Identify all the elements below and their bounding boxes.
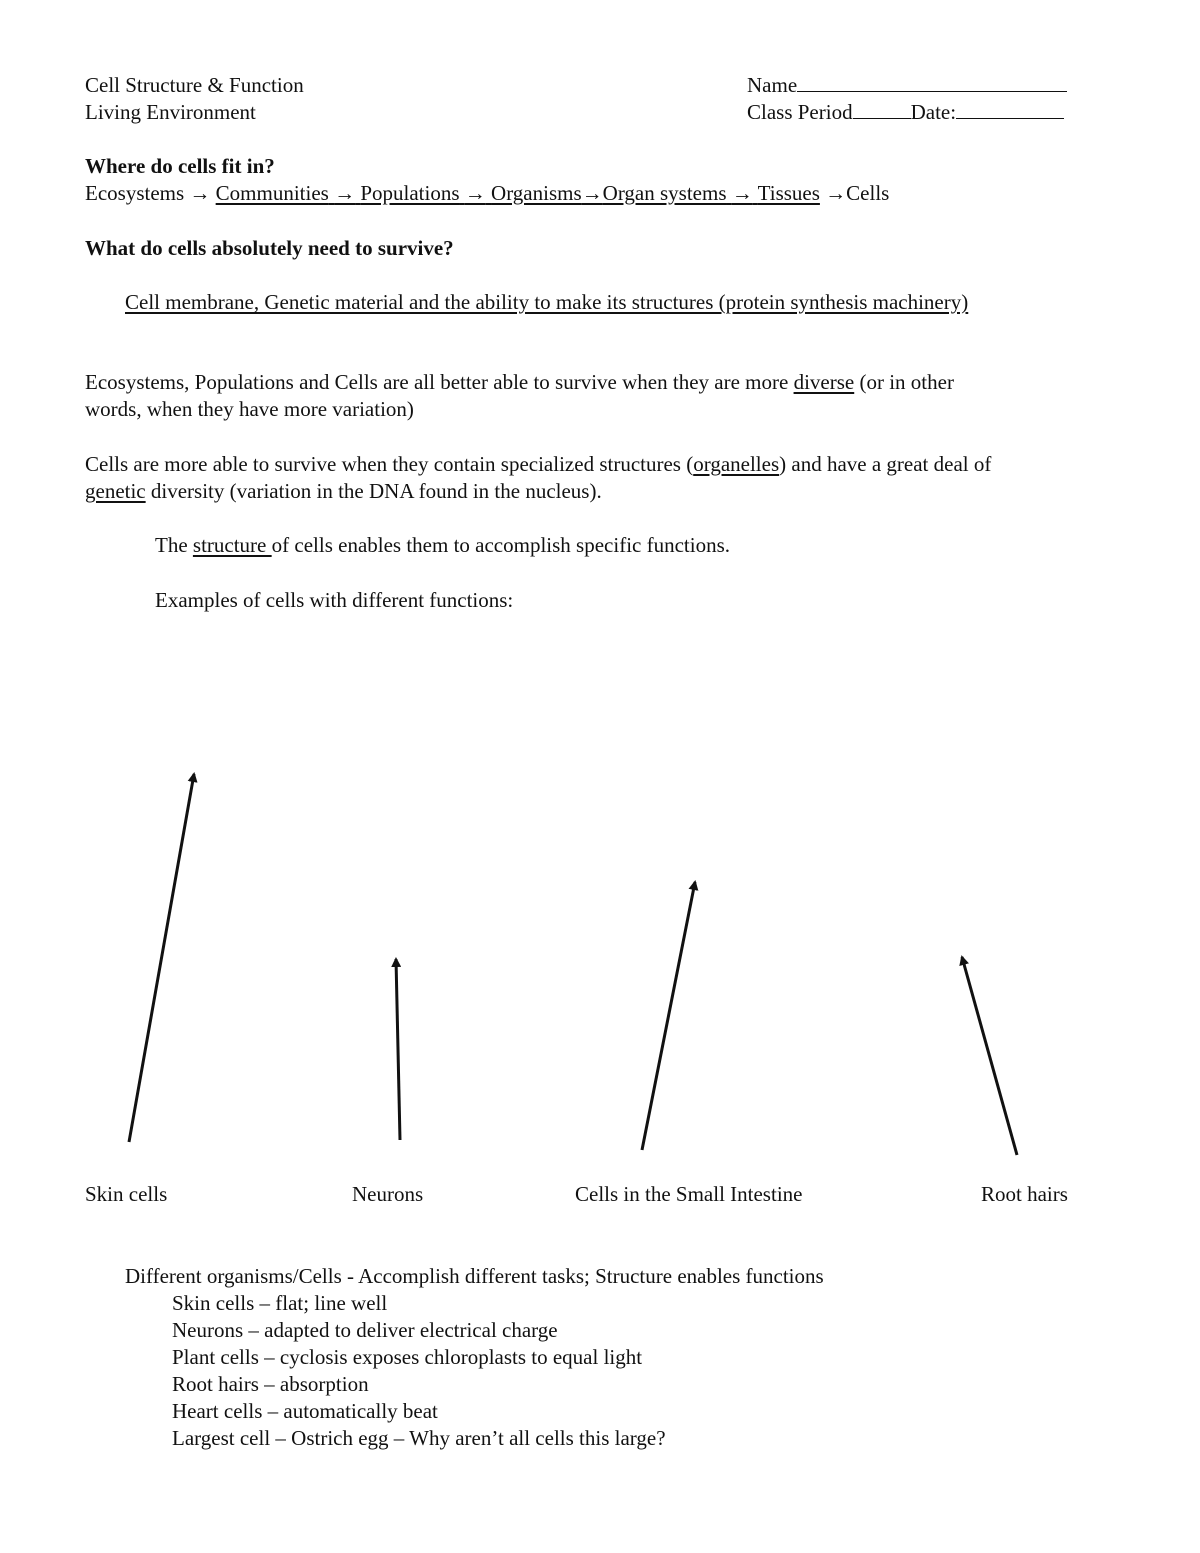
paragraph-text: of cells enables them to accomplish specific functions.: [271, 533, 731, 557]
paragraph-text: Cells are more able to survive when they contain specialized structures (: [85, 452, 694, 476]
notes-item: Neurons – adapted to deliver electrical charge: [172, 1318, 558, 1342]
course-name: Living Environment: [85, 100, 256, 124]
chain-item-communities: Communities: [215, 181, 329, 205]
arrow-root-hairs: [962, 957, 1017, 1155]
chain-item-populations: Populations: [360, 181, 460, 205]
paragraph-text: The: [155, 533, 193, 557]
paragraph-text: ) and have a great deal of: [779, 452, 992, 476]
class-period-label: Class Period: [747, 100, 853, 124]
paragraph-text: (or in other: [854, 370, 954, 394]
notes-heading: Different organisms/Cells - Accomplish different tasks; Structure enables functions: [125, 1264, 824, 1288]
arrow-icon: →: [334, 181, 356, 205]
answer-cells-need: Cell membrane, Genetic material and the ability to make its structures (protein synthesis machinery): [125, 290, 969, 314]
question-cells-need: What do cells absolutely need to survive?: [85, 236, 454, 260]
arrow-icon: →: [731, 181, 753, 205]
chain-item-ecosystems: Ecosystems: [85, 181, 185, 205]
examples-prompt: Examples of cells with different functions:: [155, 588, 514, 612]
notes-item: Heart cells – automatically beat: [172, 1399, 438, 1423]
chain-item-tissues: Tissues: [757, 181, 820, 205]
label-neurons: Neurons: [352, 1182, 424, 1206]
arrow-skin-cells: [129, 774, 194, 1142]
label-skin-cells: Skin cells: [85, 1182, 168, 1206]
label-small-intestine: Cells in the Small Intestine: [575, 1182, 803, 1206]
keyword-diverse: diverse: [793, 370, 855, 394]
arrow-neurons: [396, 959, 400, 1140]
chain-item-organisms: Organisms: [491, 181, 582, 205]
date-label: Date:: [910, 100, 957, 124]
worksheet-title: Cell Structure & Function: [85, 73, 304, 97]
label-root-hairs: Root hairs: [981, 1182, 1068, 1206]
arrow-icon: →: [825, 181, 847, 205]
notes-item: Root hairs – absorption: [172, 1372, 369, 1396]
keyword-structure: structure: [192, 533, 272, 557]
notes-item: Skin cells – flat; line well: [172, 1291, 388, 1315]
chain-item-organ-systems: Organ systems: [602, 181, 727, 205]
notes-item: Largest cell – Ostrich egg – Why aren’t all cells this large?: [172, 1426, 666, 1450]
paragraph-diversity-line2: words, when they have more variation): [85, 397, 414, 421]
paragraph-text: diversity (variation in the DNA found in the nucleus).: [145, 479, 602, 503]
name-label: Name: [747, 73, 798, 97]
question-where-cells-fit: Where do cells fit in?: [85, 154, 275, 178]
keyword-genetic: genetic: [85, 479, 146, 503]
arrow-icon: →: [464, 181, 486, 205]
arrow-icon: →: [189, 181, 211, 205]
notes-item: Plant cells – cyclosis exposes chloroplasts to equal light: [172, 1345, 643, 1369]
paragraph-text: Ecosystems, Populations and Cells are all better able to survive when they are more: [85, 370, 794, 394]
keyword-organelles: organelles: [693, 452, 780, 476]
arrow-small-intestine: [642, 882, 695, 1150]
chain-item-cells: Cells: [846, 181, 890, 205]
arrow-icon: →: [581, 181, 603, 205]
